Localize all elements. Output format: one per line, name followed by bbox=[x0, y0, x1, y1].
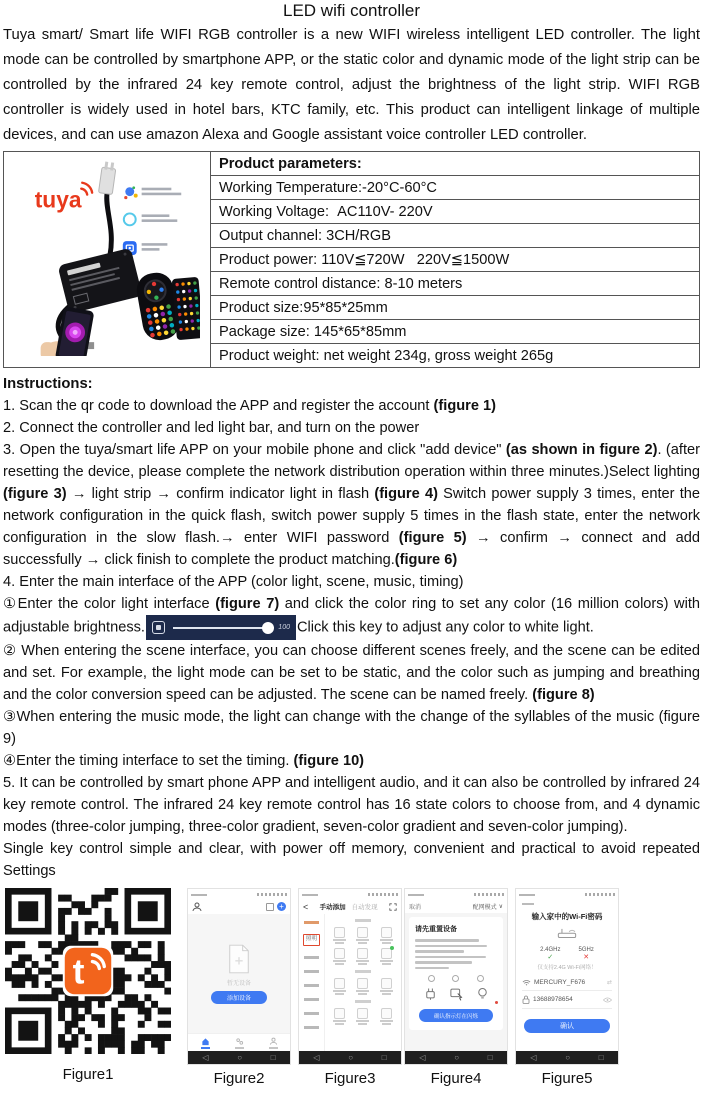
android-recents-icon[interactable]: □ bbox=[270, 1052, 276, 1062]
phone-status-bar bbox=[299, 889, 401, 899]
person-icon bbox=[269, 1037, 278, 1046]
confirm-button[interactable]: 确认 bbox=[524, 1019, 610, 1033]
fig3-category-item[interactable] bbox=[304, 920, 319, 925]
table-row: Output channel: 3CH/RGB bbox=[211, 224, 700, 248]
instruction-paragraph: Single key control simple and clear, with power off memory, convenient and practical to avoid repeated Settings bbox=[3, 841, 700, 879]
tab-auto-discover[interactable]: 自动发现 bbox=[351, 904, 378, 911]
instruction-paragraph: 3. Open the tuya/smart life APP on your mobile phone and click "add device" (as shown in figure 2). (after resetting the device, please complete the network distribution operation within three minutes.)Select lighting (figure 3) → light strip → confirm indicator light in flash (figure 4) Switch power supply 3 times, enter the network configuration in the quick flash, switch power supply 5 times in the flash state, enter the network configuration in the slow flash.→ enter WIFI password (figure 5) → confirm → connect and add successfully → click finish to complete the product matching.(figure 6) bbox=[3, 442, 700, 568]
instruction-paragraph: 4. Enter the main interface of the APP (color light, scene, music, timing) bbox=[3, 574, 464, 590]
phone-status-bar bbox=[516, 889, 618, 899]
tab-me[interactable] bbox=[269, 1037, 278, 1049]
slider-track[interactable] bbox=[173, 627, 271, 629]
figure-label: Figure2 bbox=[213, 1070, 265, 1087]
android-recents-icon[interactable]: □ bbox=[598, 1052, 604, 1062]
brightness-slider[interactable] bbox=[146, 615, 296, 640]
figure-label: Figure5 bbox=[541, 1070, 593, 1087]
instructions-body bbox=[3, 395, 700, 882]
swap-network-icon[interactable]: ⇄ bbox=[606, 980, 612, 986]
figure-label: Figure4 bbox=[430, 1070, 482, 1087]
qr-code bbox=[5, 888, 171, 1054]
slider-knob[interactable] bbox=[262, 622, 274, 634]
fig3-category-item[interactable]: 照明 bbox=[303, 934, 320, 946]
android-nav-bar bbox=[516, 1051, 618, 1064]
android-nav-bar bbox=[405, 1051, 507, 1064]
figure-2 bbox=[187, 888, 291, 1087]
add-device-header bbox=[299, 899, 401, 914]
wifi-icon bbox=[522, 979, 531, 986]
android-home-icon[interactable]: ○ bbox=[565, 1052, 571, 1062]
back-icon[interactable]: < bbox=[303, 901, 309, 912]
phone-screenshot-app-home bbox=[187, 888, 291, 1065]
notice-dot bbox=[495, 1001, 498, 1004]
cancel-button[interactable]: 取消 bbox=[409, 904, 422, 911]
fig3-device-type[interactable] bbox=[333, 1008, 346, 1025]
slider-value: 100 bbox=[278, 623, 290, 631]
router-icon bbox=[556, 926, 578, 939]
category-sidebar bbox=[299, 914, 325, 1051]
instruction-paragraph: 1. Scan the qr code to download the APP and register the account (figure 1) bbox=[3, 398, 496, 414]
fig3-category-item[interactable] bbox=[304, 983, 319, 988]
app-header bbox=[188, 899, 290, 914]
tuya-logo: tuya bbox=[34, 186, 82, 212]
table-row: Remote control distance: 8-10 meters bbox=[211, 272, 700, 296]
phone-status-bar bbox=[405, 889, 507, 899]
fig3-device-type[interactable] bbox=[333, 927, 346, 944]
instructions-heading: Instructions: bbox=[3, 376, 93, 392]
figure-5 bbox=[515, 888, 619, 1087]
reset-steps-text bbox=[415, 939, 497, 969]
android-back-icon[interactable]: ◁ bbox=[530, 1052, 537, 1062]
reset-title: 请先重置设备 bbox=[415, 926, 457, 933]
profile-icon[interactable] bbox=[192, 902, 202, 912]
ssid-value: MERCURY_F676 bbox=[534, 979, 586, 986]
lock-icon bbox=[522, 995, 530, 1004]
fig3-device-type[interactable] bbox=[380, 1008, 393, 1025]
android-back-icon[interactable]: ◁ bbox=[313, 1052, 320, 1062]
tab-home[interactable] bbox=[201, 1037, 210, 1049]
fig3-device-type[interactable] bbox=[333, 978, 346, 995]
wifi-form bbox=[516, 899, 618, 1051]
table-row: Product size:95*85*25mm bbox=[211, 296, 700, 320]
table-row: Product power: 110V≦720W 220V≦1500W bbox=[211, 248, 700, 272]
instruction-paragraph: ③When entering the music mode, the light can change with the change of the syllables of the music (figure 9) bbox=[3, 709, 700, 747]
fig3-category-item[interactable] bbox=[304, 1011, 319, 1016]
pairing-mode-dropdown[interactable]: 配网模式 ∨ bbox=[472, 903, 503, 911]
wifi-note: 仅支持2.4G Wi-Fi网络！ bbox=[537, 965, 597, 971]
instruction-paragraph: 5. It can be controlled by smart phone APP and intelligent audio, and it can also be controlled by infrared 24 key remote control. The infrared 24 key remote control has 16 state colors to choose from, and 4 dynamic modes (three-color jumping, three-color gradient, seven-color gradient and seven-color jumping). bbox=[3, 775, 700, 835]
bottom-tab-bar bbox=[188, 1033, 290, 1051]
figure-3 bbox=[298, 888, 402, 1087]
instruction-paragraph: ④Enter the timing interface to set the timing. (figure 10) bbox=[3, 753, 365, 769]
wifi-title: 输入家中的Wi-Fi密码 bbox=[531, 912, 603, 921]
document-page bbox=[0, 1, 703, 1094]
figures-row bbox=[3, 888, 700, 1094]
fig3-device-type[interactable] bbox=[356, 927, 369, 944]
pairing-header bbox=[405, 899, 507, 913]
category-browser bbox=[299, 914, 401, 1051]
tuya-t-logo: t bbox=[72, 951, 85, 992]
product-photo-image bbox=[12, 158, 200, 356]
android-recents-icon[interactable]: □ bbox=[381, 1052, 387, 1062]
fig3-category-item[interactable] bbox=[304, 1025, 319, 1030]
ssid-field[interactable] bbox=[522, 975, 612, 991]
fig3-device-type[interactable] bbox=[333, 948, 346, 965]
phone-screenshot-reset-device bbox=[404, 888, 508, 1065]
reset-instructions bbox=[405, 913, 507, 1051]
fig3-category-item[interactable] bbox=[304, 969, 319, 974]
fig3-device-type[interactable] bbox=[380, 978, 393, 995]
empty-doc-icon bbox=[227, 944, 251, 974]
tab-smart[interactable] bbox=[235, 1037, 244, 1049]
instruction-paragraph: ①Enter the color light interface (figure 7) and click the color ring to set any color (16 million colors) with adjustable brightness. 100 Click this key to adjust any color to white light. bbox=[3, 593, 700, 640]
chevron-down-icon: ∨ bbox=[498, 903, 503, 910]
android-nav-bar bbox=[299, 1051, 401, 1064]
android-back-icon[interactable]: ◁ bbox=[419, 1052, 426, 1062]
empty-device-list bbox=[188, 914, 290, 1033]
table-row: Working Voltage: AC110V- 220V bbox=[211, 200, 700, 224]
white-light-icon[interactable] bbox=[152, 621, 165, 634]
table-row: Package size: 145*65*85mm bbox=[211, 320, 700, 344]
fig3-device-type[interactable] bbox=[356, 948, 369, 965]
password-value: 13688978654 bbox=[533, 996, 573, 1003]
confirm-blink-button[interactable]: 确认指示灯在闪烁 bbox=[419, 1009, 493, 1022]
phone-screenshot-wifi-password bbox=[515, 888, 619, 1065]
fig3-device-type[interactable] bbox=[356, 978, 369, 995]
empty-text: 暂无设备 bbox=[226, 980, 251, 987]
instruction-paragraph: 2. Connect the controller and led light bar, and turn on the power bbox=[3, 420, 420, 436]
home-icon bbox=[201, 1037, 210, 1046]
intro-paragraph: Tuya smart/ Smart life WIFI RGB controller is a new WIFI wireless intelligent LED controller. The light mode can be controlled by smartphone APP, or the static color and dynamic mode of the light strip can be controlled by the infrared 24 key remote control, adjust the brightness of the light strip. WIFI RGB controller is widely used in hotel bars, KTC family, etc. This product can intelligent linkage of multiple devices, and can use amazon Alexa and Google assistant voice controller LED controller. bbox=[3, 27, 700, 143]
android-home-icon[interactable]: ○ bbox=[237, 1052, 243, 1062]
fig3-category-item[interactable] bbox=[304, 997, 319, 1002]
product-photo-cell bbox=[4, 152, 211, 368]
band-5ghz: 5GHz ✕ bbox=[578, 947, 594, 961]
figure-label: Figure3 bbox=[324, 1070, 376, 1087]
cross-icon: ✕ bbox=[583, 954, 590, 961]
android-back-icon[interactable]: ◁ bbox=[202, 1052, 209, 1062]
android-nav-bar bbox=[188, 1051, 290, 1064]
smart-icon bbox=[235, 1037, 244, 1046]
page-title: LED wifi controller bbox=[283, 1, 420, 20]
fig3-device-type[interactable] bbox=[380, 948, 393, 965]
fig3-device-type[interactable] bbox=[380, 927, 393, 944]
tab-manual-add[interactable]: 手动添加 bbox=[319, 904, 346, 911]
fig3-device-type[interactable] bbox=[356, 1008, 369, 1025]
band-24ghz: 2.4GHz ✓ bbox=[540, 947, 561, 961]
product-parameters-table bbox=[3, 151, 700, 368]
scan-icon[interactable] bbox=[266, 903, 274, 911]
scan-frame-icon[interactable] bbox=[389, 903, 397, 911]
instruction-paragraph: ② When entering the scene interface, you can choose different scenes freely, and the scene can be edited and set. For example, the light mode can be set to be static, and the color such as jumping and breathing and the color conversion speed can be adjusted. The scene can be named freely. (figure 8) bbox=[3, 643, 700, 703]
fig3-category-item[interactable] bbox=[304, 955, 319, 960]
add-device-button[interactable]: 添加设备 bbox=[211, 991, 267, 1004]
android-home-icon[interactable]: ○ bbox=[454, 1052, 460, 1062]
eye-icon[interactable] bbox=[603, 997, 612, 1003]
add-device-icon[interactable]: + bbox=[277, 902, 286, 911]
table-row: Product weight: net weight 234g, gross weight 265g bbox=[211, 344, 700, 368]
figure-label: Figure1 bbox=[62, 1066, 114, 1083]
android-recents-icon[interactable]: □ bbox=[487, 1052, 493, 1062]
check-icon: ✓ bbox=[547, 954, 554, 961]
instructions-section bbox=[3, 373, 700, 882]
table-header-cell: Product parameters: bbox=[211, 152, 700, 176]
android-home-icon[interactable]: ○ bbox=[348, 1052, 354, 1062]
table-row: Working Temperature:-20°C-60°C bbox=[211, 176, 700, 200]
figure-4 bbox=[404, 888, 508, 1087]
figure-1 bbox=[5, 888, 171, 1083]
step-indicators bbox=[419, 975, 493, 982]
device-type-grid bbox=[325, 914, 401, 1051]
phone-status-bar bbox=[188, 889, 290, 899]
phone-screenshot-add-device bbox=[298, 888, 402, 1065]
